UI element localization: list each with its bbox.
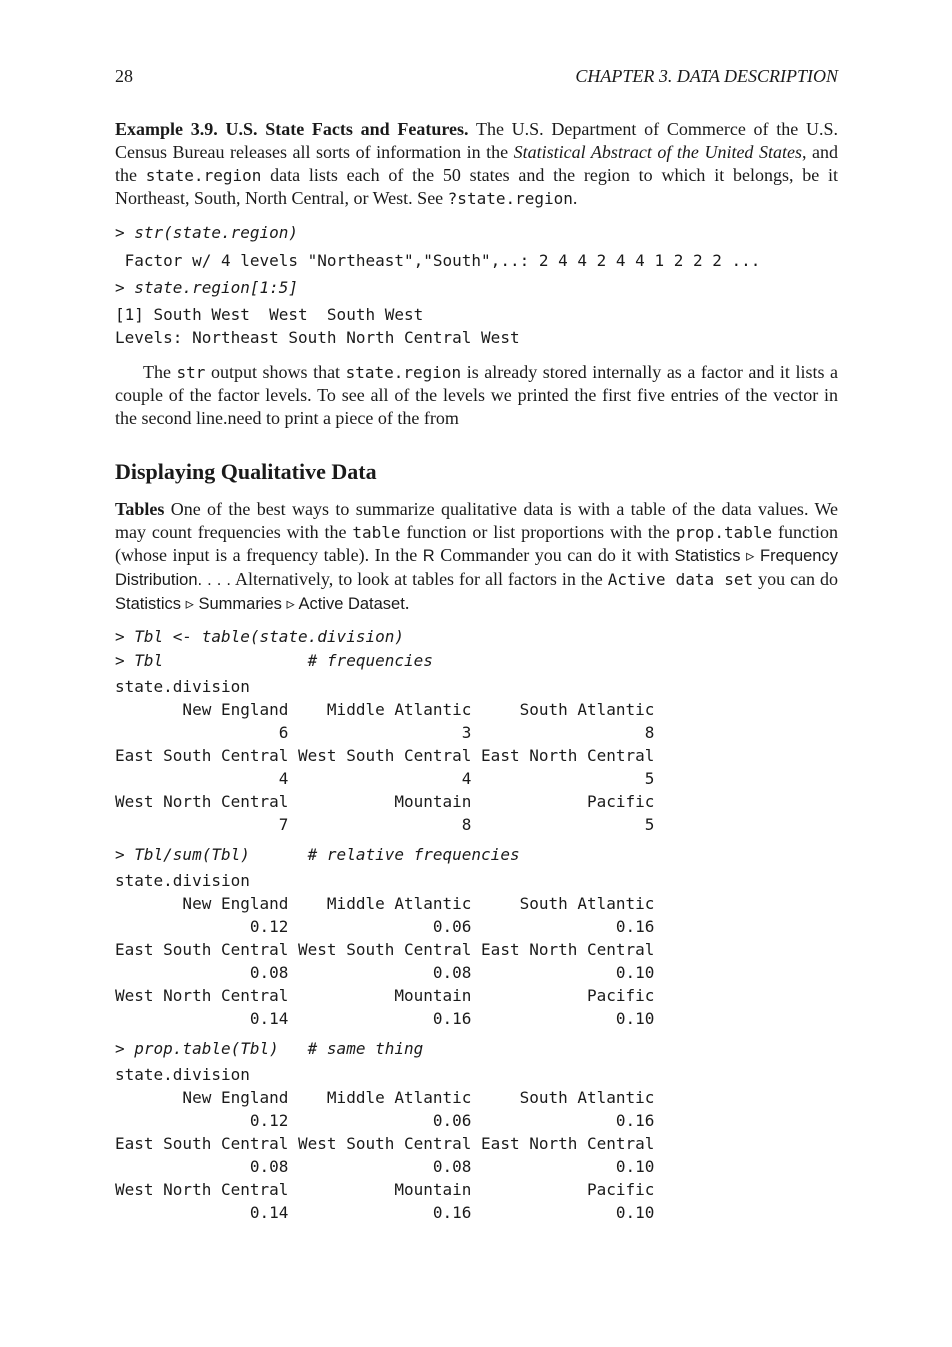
code-block-relative-frequencies — [115, 843, 654, 1030]
example-text: , and the — [115, 142, 838, 185]
inline-code: ?state.region — [447, 189, 573, 208]
menu-path: Statistics ▹ Summaries ▹ Active Dataset — [115, 595, 405, 613]
r-output: state.division New England Middle Atlantic South Atlantic 6 3 8 East South Central West South Central East North Central 4 4 5 West North Central Mountain Pacific 7 8 5 — [115, 677, 655, 834]
inline-code: table — [352, 523, 401, 542]
r-command: > Tbl # frequencies — [115, 651, 433, 670]
para-text: Alternatively, to look at tables for all factors in the — [231, 569, 608, 589]
r-output: state.division New England Middle Atlantic South Atlantic 0.12 0.06 0.16 East South Central West South Central East North Central 0.08 0.08 0.10 West North Central Mountain Pacific 0.14 0.16 0.10 — [115, 871, 655, 1028]
example-text: . — [572, 188, 578, 208]
section-heading: Displaying Qualitative Data — [115, 459, 377, 484]
code-block-frequencies — [115, 625, 654, 836]
para-text: Commander you can do it with — [434, 545, 675, 565]
tables-paragraph — [115, 498, 838, 616]
r-label: R — [422, 547, 435, 565]
example-paragraph — [115, 118, 838, 210]
menu-path: Statistics ▹ Frequency Distribution. . . . — [115, 547, 838, 589]
inline-code: str — [176, 363, 206, 382]
example-text: data lists each of the 50 states and the region to which it belongs, be it Northeast, South, North Central, or West. See — [115, 165, 838, 208]
inline-code: state.region — [345, 363, 462, 382]
para-text: output shows that — [205, 362, 346, 382]
inline-code: prop.table — [675, 523, 773, 542]
para-text: The — [143, 362, 177, 382]
code-block-prop-table — [115, 1037, 654, 1224]
example-heading: Example 3.9. U.S. State Facts and Features. — [115, 119, 469, 139]
para-text: is already stored internally as a factor and it lists a couple of the factor levels. To see all of the levels we printed the first five entries of the vector in the second line.need to print a piece of the from — [115, 362, 838, 428]
r-output: Factor w/ 4 levels "Northeast","South",..: 2 4 4 2 4 4 1 2 2 2 ... — [115, 251, 761, 270]
explanation-paragraph — [115, 361, 838, 430]
r-command: > Tbl <- table(state.division) — [115, 627, 404, 646]
running-head — [115, 66, 838, 90]
para-text: function or list proportions with the — [400, 522, 676, 542]
chapter-title: CHAPTER 3. DATA DESCRIPTION — [575, 66, 838, 86]
para-text: One of the best ways to summarize qualitative data is with a table of the data values. We may count frequencies with the — [115, 499, 838, 542]
book-title: Statistical Abstract of the United States — [513, 142, 802, 162]
page-number: 28 — [115, 66, 133, 86]
para-text: . — [404, 593, 410, 613]
r-output: state.division New England Middle Atlantic South Atlantic 0.12 0.06 0.16 East South Central West South Central East North Central 0.08 0.08 0.10 West North Central Mountain Pacific 0.14 0.16 0.10 — [115, 1065, 655, 1222]
r-command: > str(state.region) — [115, 223, 299, 242]
code-block-str — [115, 221, 760, 349]
r-command: > state.region[1:5] — [115, 278, 299, 297]
r-output: [1] South West West South West Levels: Northeast South North Central West — [115, 305, 520, 347]
paragraph-heading: Tables — [115, 499, 165, 519]
inline-code: state.region — [145, 166, 262, 185]
inline-code: Active data set — [607, 570, 754, 589]
r-command: > Tbl/sum(Tbl) # relative frequencies — [115, 845, 520, 864]
para-text: function (whose input is a frequency table). In the — [115, 522, 838, 565]
r-command: > prop.table(Tbl) # same thing — [115, 1039, 424, 1058]
para-text: you can do — [753, 569, 839, 589]
example-text: The U.S. Department of Commerce of the U.S. Census Bureau releases all sorts of information in the — [115, 119, 838, 162]
